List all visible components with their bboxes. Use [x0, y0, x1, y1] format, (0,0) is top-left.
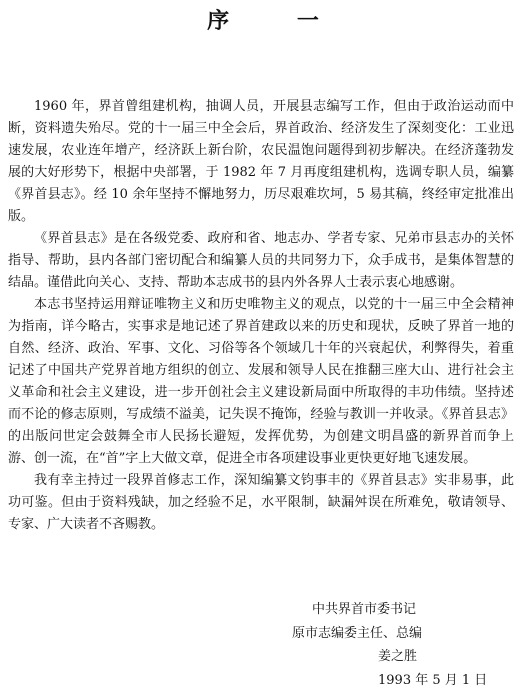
signature-title-2: 原市志编委主任、总编	[292, 625, 423, 641]
preface-body	[8, 96, 514, 536]
signature-name: 姜之胜	[378, 649, 418, 664]
paragraph-3: 本志书坚持运用辩证唯物主义和历史唯物主义的观点，以党的十一届三中全会精神为指南，详今略古，实事求是地记述了界首建政以来的历史和现状，反映了界首一地的自然、经济、政治、军事、文化、习俗等各个领域几十年的兴衰起伏，利弊得失，着重记述了中国共产党界首地方组织的创立、发展和领导人民在推翻三座大山、进行社会主义革命和社会主义建设，进一步开创社会主义建设新局面中所取得的丰功伟绩。坚持述而不论的修志原则，写成绩不溢美，记失误不掩饰，经验与教训一并收录。《界首县志》的出版问世定会鼓舞全市人民扬长避短，发挥优势，为创建文明昌盛的新界首而争上游、创一流，在“首”字上大做文章，促进全市各项建设事业更快更好地飞速发展。	[8, 297, 514, 466]
signature-title-1: 中共界首市委书记	[312, 602, 417, 617]
paragraph-2: 《界首县志》是在各级党委、政府和省、地志办、学者专家、兄弟市县志办的关怀指导、帮助，县内各部门密切配合和编纂人员的共同努力下，众手成书，是集体智慧的结晶。谨借此向关心、支持、帮助本志成书的县内外各界人士表示衷心地感谢。	[8, 231, 514, 290]
signature-date: 1993 年 5 月 1 日	[378, 672, 488, 688]
paragraph-4: 我有幸主持过一段界首修志工作，深知编纂文钧事丰的《界首县志》实非易事，此功可鉴。但由于资料残缺，加之经验不足，水平限制，缺漏舛误在所难免，敬请领导、专家、广大读者不吝赐教。	[8, 473, 514, 532]
signature-block	[292, 598, 514, 692]
preface-title: 序 一	[207, 8, 349, 34]
paragraph-1: 1960 年，界首曾组建机构，抽调人员，开展县志编写工作，但由于政治运动而中断，资料遗失殆尽。党的十一届三中全会后，界首政治、经济发生了深刻变化：工业迅速发展，农业连年增产，经济跃上新台阶，农民温饱问题得到初步解决。在经济蓬勃发展的大好形势下，根据中央部署，于 1982 年 7 月再度组建机构，选调专职人员，编纂《界首县志》。经 10 余年坚持不懈地努力，历尽艰难坎坷，5 易其稿，终经审定批准出版。	[8, 99, 514, 224]
